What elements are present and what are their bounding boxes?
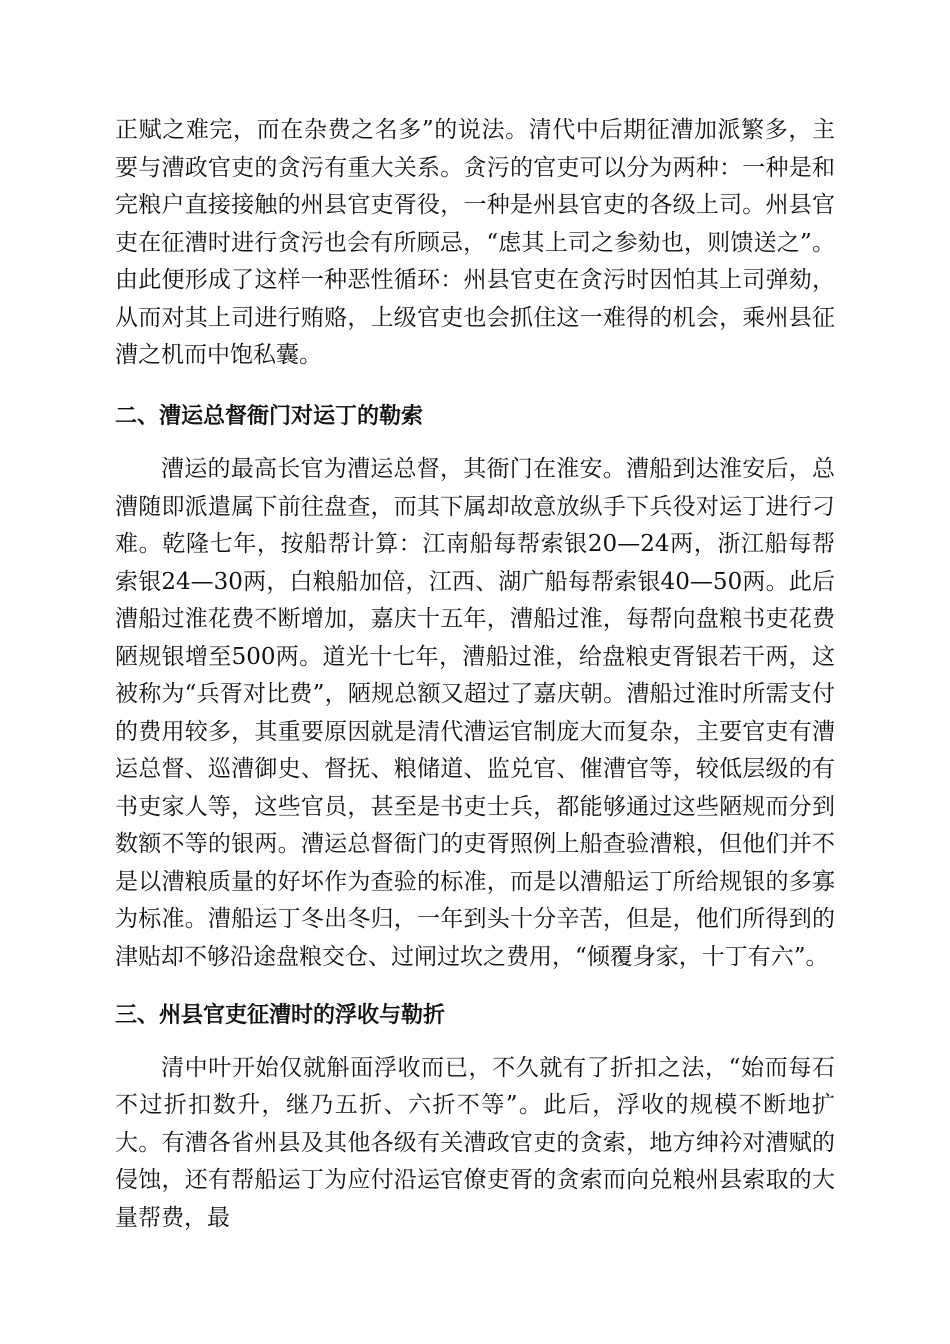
section-2-heading: 二、漕运总督衙门对运丁的勒索 [115, 403, 424, 429]
section-3-paragraph: 清中叶开始仅就斛面浮收而已，不久就有了折扣之法，“始而每石不过折扣数升，继乃五折、六折不等”。此后，浮收的规模不断地扩大。有漕各省州县及其他各级有关漕政官吏的贪索，地方绅衿对漕赋的侵蚀，还有帮船运丁为应付沿运官僚吏胥的贪索而向兑粮州县索取的大量帮费，最 [115, 1054, 835, 1231]
document-page [115, 112, 835, 1237]
section-3-heading: 三、州县官吏征漕时的浮收与勒折 [115, 1003, 446, 1028]
section-2-paragraph: 漕运的最高长官为漕运总督，其衙门在淮安。漕船到达淮安后，总漕随即派遣属下前往盘查，而其下属却故意放纵手下兵役对运丁进行刁难。乾隆七年，按船帮计算：江南船每帮索银20—24两，浙江船每帮索银24—30两，白粮船加倍，江西、湖广船每帮索银40—50两。此后漕船过淮花费不断增加，嘉庆十五年，漕船过淮，每帮向盘粮书吏花费陋规银增至500两。道光十七年，漕船过淮，给盘粮吏胥银若干两，这被称为“兵胥对比费”，陋规总额又超过了嘉庆朝。漕船过淮时所需支付的费用较多，其重要原因就是清代漕运官制庞大而复杂，主要官吏有漕运总督、巡漕御史、督抚、粮储道、监兑官、催漕官等，较低层级的有书吏家人等，这些官员，甚至是书吏士兵，都能够通过这些陋规而分到数额不等的银两。漕运总督衙门的吏胥照例上船查验漕粮，但他们并不是以漕粮质量的好坏作为查验的标准，而是以漕船运丁所给规银的多寡为标准。漕船运丁冬出冬归，一年到头十分辛苦，但是，他们所得到的津贴却不够沿途盘粮交仓、过闸过坎之费用，“倾覆身家，十丁有六”。 [115, 456, 835, 970]
continued-paragraph: 正赋之难完，而在杂费之名多”的说法。清代中后期征漕加派繁多，主要与漕政官吏的贪污有重大关系。贪污的官吏可以分为两种：一种是和完粮户直接接触的州县官吏胥役，一种是州县官吏的各级上司。州县官吏在征漕时进行贪污也会有所顾忌，“虑其上司之参劾也，则馈送之”。由此便形成了这样一种恶性循环：州县官吏在贪污时因怕其上司弹劾，从而对其上司进行贿赂，上级官吏也会抓住这一难得的机会，乘州县征漕之机而中饱私囊。 [115, 117, 835, 368]
